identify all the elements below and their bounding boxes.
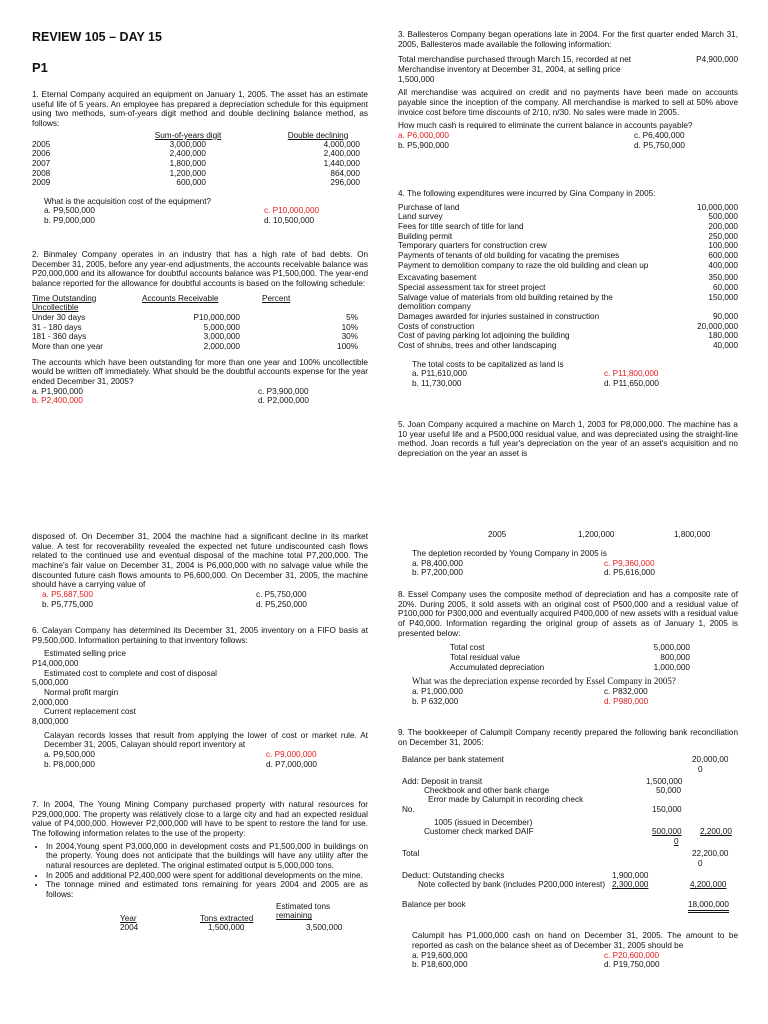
row-remaining: 3,500,000 xyxy=(306,922,343,932)
choice-c: c. P5,750,000 xyxy=(256,590,307,600)
choice-a: a. P5,687,500 xyxy=(42,590,93,600)
problem-2-question: The accounts which have been outstanding for more than one year and 100% uncollectible would be written off immediately. What should be the doubtful accounts expense for the year ended December 31, 2005? xyxy=(32,357,368,387)
list-item: Building permit 250,000 xyxy=(398,231,738,241)
purchases-label: Total merchandise purchased through March 15, recorded at net xyxy=(398,55,632,65)
problem-3-body: All merchandise was acquired on credit and no payments have been made on accounts payable since the inception of the company. All merchandise is marked to sell at 50% above invoice cost before time discounts of 2/10, n/30. No sales were made in 2005. xyxy=(398,88,738,117)
replacement-cost-value: 8,000,000 xyxy=(32,717,69,727)
choice-b: b. 11,730,000 xyxy=(412,379,462,389)
list-item: • The tonnage mined and estimated tons remaining for years 2004 and 2005 are as follows: xyxy=(46,880,368,899)
problem-3-question: How much cash is required to eliminate the current balance in accounts payable? xyxy=(398,121,693,131)
list-item: Temporary quarters for construction crew 100,000 xyxy=(398,241,738,251)
problem-7-question: The depletion recorded by Young Company in 2005 is xyxy=(412,549,607,558)
problem-3 xyxy=(398,30,738,150)
choice-b: b. P9,000,000 xyxy=(44,216,95,226)
expenditures-list xyxy=(398,203,738,351)
aging-table xyxy=(32,294,368,352)
outstanding-checks-label: Deduct: Outstanding checks xyxy=(402,871,505,881)
error-value: 150,000 xyxy=(652,805,682,815)
accum-dep-label: Accumulated depreciation xyxy=(450,662,545,672)
profit-margin-label: Normal profit margin xyxy=(44,688,119,698)
total-label: Total xyxy=(402,849,420,859)
choice-c: c. P6,400,000 xyxy=(634,131,685,141)
row-year: 2004 xyxy=(120,922,139,932)
problem-3-stem: 3. Ballesteros Company began operations late in 2004. For the first quarter ended March 31, 2005, Ballesteros made available the following information: xyxy=(398,30,738,49)
col-sum-of-years: Sum-of-years digit xyxy=(154,130,222,140)
choice-a: a. P8,400,000 xyxy=(412,558,463,568)
choice-d: d. P19,750,000 xyxy=(604,960,660,970)
col-remaining: remaining xyxy=(276,911,312,921)
choice-a: a. P1,000,000 xyxy=(412,686,463,696)
choice-b: b. P18,600,000 xyxy=(412,960,468,970)
problem-6-question: Calayan records losses that result from applying the lower of cost or market rule. At December 31, 2005, Calayan should report inventory at xyxy=(44,730,368,750)
choice-d: d. P11,650,000 xyxy=(604,379,659,389)
note-collected-label: Note collected by bank (includes P200,000 interest) xyxy=(418,880,606,890)
additions-total: 2,200,00 xyxy=(700,827,732,837)
deposit-transit-value: 1,500,000 xyxy=(646,777,683,787)
list-item: Damages awarded for injuries sustained in construction 90,000 xyxy=(398,312,738,322)
choice-d: d. P980,000 xyxy=(604,696,649,706)
balance-per-book-value: 18,000,000 xyxy=(688,900,729,913)
profit-margin-value: 2,000,000 xyxy=(32,697,69,707)
replacement-cost-label: Current replacement cost xyxy=(44,707,136,717)
choice-b: b. P2,400,000 xyxy=(32,396,83,406)
problem-7 xyxy=(32,800,368,938)
bank-reconciliation: Balance per bank statement 20,000,00 0 Add: Deposit in transit 1,500,000 Checkbook and other bank charge 50,000 Error made by Calumpit in recording check No. 150,000 1005 (issued in December) Customer check marked DAIF 500,000 2,200,00 0 Total 22,200,00 0 Deduct: Outstanding checks 1,900,000 Note collected by bank (includes P200,000 interest) 2,300,000 4,200,000 Balance per book 18,000,000 xyxy=(398,753,738,931)
table-row: 181 - 360 days 3,000,000 30% xyxy=(32,332,358,342)
page-title: REVIEW 105 – DAY 15 xyxy=(32,30,162,44)
balance-per-book-label: Balance per book xyxy=(402,900,466,910)
outstanding-checks-value: 1,900,000 xyxy=(612,871,649,881)
choice-b: b. P 632,000 xyxy=(412,696,459,706)
note-collected-value: 2,300,000 xyxy=(612,880,649,890)
list-item: Costs of construction 20,000,000 xyxy=(398,321,738,331)
error-label: Error made by Calumpit in recording check xyxy=(428,795,584,805)
col-uncollectible: Uncollectible xyxy=(32,303,79,313)
deductions-total: 4,200,000 xyxy=(690,880,727,890)
problem-5-body: disposed of. On December 31, 2004 the machine had a significant decline in its market value. A test for recoverability revealed the expected net future undiscounted cash flows related to the continued use and eventual disposal of the machine total P7,200,000. The machine's fair value on December 31, 2004 is P6,000,000 with no salvage value while the discounted future cash flows amounts to P6,600,000. On December 31, 2005, the machine should have a carrying value of xyxy=(32,532,368,590)
choice-c: c. P10,000,000 xyxy=(264,206,320,216)
choice-a: a. P6,000,000 xyxy=(398,131,449,141)
row-extracted: 1,500,000 xyxy=(208,922,245,932)
choice-a: a. P9,500,000 xyxy=(44,750,95,760)
choice-b: b. P5,775,000 xyxy=(42,599,93,609)
purchases-value: P4,900,000 xyxy=(696,55,738,65)
bank-charge-label: Checkbook and other bank charge xyxy=(424,786,550,796)
inventory-value: 1,500,000 xyxy=(398,74,435,84)
bank-charge-value: 50,000 xyxy=(656,786,682,796)
table-row: 2006 2,400,000 2,400,000 xyxy=(32,149,360,159)
problem-1 xyxy=(32,90,368,226)
problem-8 xyxy=(398,590,738,706)
tonnage-row-2005: 2005 1,200,000 1,800,000 xyxy=(488,530,711,539)
choice-a: a. P9,500,000 xyxy=(44,206,95,216)
choice-c: c. P11,800,000 xyxy=(604,369,659,379)
list-item: • In 2004,Young spent P3,000,000 in development costs and P1,500,000 in buildings on the property. Young does not anticipate that the buildings will have any utility after the natural resources are depleted. The original estimated output is 5,000,000 tons. xyxy=(46,842,368,871)
part-label: P1 xyxy=(32,60,48,75)
accum-dep-value: 1,000,000 xyxy=(653,662,690,672)
problem-4-stem: 4. The following expenditures were incurred by Gina Company in 2005: xyxy=(398,189,656,198)
col-time-outstanding: Time Outstanding xyxy=(32,293,97,303)
col-year: Year xyxy=(120,913,137,923)
choice-d: d. 10,500,000 xyxy=(264,216,315,226)
problem-9-stem: 9. The bookkeeper of Calumpit Company recently prepared the following bank reconciliation on December 31, 2005: xyxy=(398,728,738,747)
problem-7-continued xyxy=(398,530,738,578)
cost-to-complete-value: 5,000,000 xyxy=(32,678,69,688)
list-item: • In 2005 and additional P2,400,000 were spent for additional developments on the mine. xyxy=(46,871,368,881)
selling-price-value: P14,000,000 xyxy=(32,659,79,669)
daif-value: 500,000 xyxy=(652,827,682,837)
balance-per-bank-value: 20,000,00 xyxy=(692,755,729,765)
problem-4 xyxy=(398,189,738,389)
table-row: 2005 3,000,000 4,000,000 xyxy=(32,139,360,149)
problem-6 xyxy=(32,626,368,769)
choice-d: d. P5,616,000 xyxy=(604,568,655,578)
choice-c: c. P832,000 xyxy=(604,686,648,696)
page-bottom xyxy=(0,512,768,1024)
inventory-label: Merchandise inventory at December 31, 2004, at selling price xyxy=(398,65,621,75)
col-tons-extracted: Tons extracted xyxy=(200,913,254,923)
list-item: Salvage value of materials from old building retained by the demolition company 150,000 xyxy=(398,292,738,312)
choice-c: c. P9,000,000 xyxy=(266,750,317,760)
choice-d: d. P2,000,000 xyxy=(258,396,309,406)
tonnage-table xyxy=(32,902,368,938)
selling-price-label: Estimated selling price xyxy=(44,649,126,659)
list-item: Cost of shrubs, trees and other landscaping 40,000 xyxy=(398,341,738,351)
table-row: 2007 1,800,000 1,440,000 xyxy=(32,159,360,169)
choice-b: b. P5,900,000 xyxy=(398,140,449,150)
choice-b: b. P7,200,000 xyxy=(412,568,463,578)
list-item: Special assessment tax for street project 60,000 xyxy=(398,283,738,293)
list-item: Excavating basement 350,000 xyxy=(398,273,738,283)
problem-8-stem: 8. Essel Company uses the composite method of depreciation and has a composite rate of 20%. During 2005, it sold assets with an original cost of P500,000 and a residual value of P100,000 for P300,000 and eventually acquired P400,000 of new assets with a residual value of P40,000. Information regarding the original group of assets as of January 1, 2005 is presented below: xyxy=(398,590,738,638)
col-accounts-receivable: Accounts Receivable xyxy=(142,293,219,303)
choice-a: a. P19,600,000 xyxy=(412,950,468,960)
table-row: 2008 1,200,000 864,000 xyxy=(32,168,360,178)
choice-c: c. P9,360,000 xyxy=(604,558,655,568)
problem-1-question: What is the acquisition cost of the equipment? xyxy=(44,196,212,206)
choice-d: d. P7,000,000 xyxy=(266,759,317,769)
problem-8-question: What was the depreciation expense recorded by Essel Company in 2005? xyxy=(412,676,676,687)
list-item: Cost of paving parking lot adjoining the building 180,000 xyxy=(398,331,738,341)
choice-b: b. P8,000,000 xyxy=(44,759,95,769)
problem-2 xyxy=(32,250,368,406)
balance-per-bank-label: Balance per bank statement xyxy=(402,755,504,765)
table-row: 31 - 180 days 5,000,000 10% xyxy=(32,322,358,332)
problem-6-stem: 6. Calayan Company has determined its December 31, 2005 inventory on a FIFO basis at P9,500,000. Information pertaining to that inventory follows: xyxy=(32,626,368,645)
depreciation-table xyxy=(32,131,368,191)
list-item: Fees for title search of title for land 200,000 xyxy=(398,222,738,232)
table-row: Under 30 days P10,000,000 5% xyxy=(32,313,358,323)
col-percent: Percent xyxy=(262,293,291,303)
col-double-declining: Double declining xyxy=(287,130,349,140)
problem-1-stem: 1. Eternal Company acquired an equipment on January 1, 2005. The asset has an estimate useful life of 5 years. An employee has prepared a depreciation schedule for this equipment using two methods, sum-of-years digit method and double declining balance method, as follows: xyxy=(32,90,368,129)
choice-d: d. P5,250,000 xyxy=(256,599,307,609)
problem-5-continued xyxy=(32,532,368,609)
col-estimated-tons: Estimated tons xyxy=(276,901,331,911)
problem-7-bullets xyxy=(32,842,368,900)
list-item: Land survey 500,000 xyxy=(398,212,738,222)
choice-c: c. P3,900,000 xyxy=(258,386,309,396)
problem-7-stem: 7. In 2004, The Young Mining Company purchased property with natural resources for P29,000,000. The property was relatively close to a large city and had an expected residual value of P4,000,000. However P2,000,000 will have to be spent to restore the land for use. The following information relates to the use of the property: xyxy=(32,800,368,839)
problem-9-question: Calumpit has P1,000,000 cash on hand on December 31, 2005. The amount to be reported as cash on the balance sheet as of December 31, 2005 should be xyxy=(412,931,738,951)
problem-4-question: The total costs to be capitalized as land is xyxy=(412,359,564,369)
residual-value: 800,000 xyxy=(660,653,690,663)
deposit-transit-label: Add: Deposit in transit xyxy=(402,777,483,787)
choice-a: a. P11,610,000 xyxy=(412,369,467,379)
choice-c: c. P20,600,000 xyxy=(604,950,660,960)
total-cost-label: Total cost xyxy=(450,643,485,653)
total-cost-value: 5,000,000 xyxy=(653,643,690,653)
residual-label: Total residual value xyxy=(450,653,521,663)
list-item: Payment to demolition company to raze the old building and clean up 400,000 xyxy=(398,260,738,270)
problem-2-stem: 2. Binmaley Company operates in an industry that has a high rate of bad debts. On December 31, 2005, before any year-end adjustments, the accounts receivable balance was P20,000,000 and its allowance for doubtful accounts balance was P1,500,000. The year-end balance reported for the allowance for doubtful accounts is based on the following schedule: xyxy=(32,250,368,289)
problem-5-stem: 5. Joan Company acquired a machine on March 1, 2003 for P8,000,000. The machine has a 10 year useful life and a P500,000 residual value, and was depreciated using the straight-line method. Joan records a full year's depreciation on the year of an asset's acquisition and no depreciation on the year an asset is xyxy=(398,420,738,459)
cost-to-complete-label: Estimated cost to complete and cost of disposal xyxy=(44,668,217,678)
table-row: More than one year 2,000,000 100% xyxy=(32,342,358,352)
daif-label: Customer check marked DAIF xyxy=(424,827,534,837)
table-row: 2009 600,000 296,000 xyxy=(32,178,360,188)
asset-group-info xyxy=(398,643,690,672)
list-item: Payments of tenants of old building for vacating the premises 600,000 xyxy=(398,251,738,261)
problem-9 xyxy=(398,728,738,970)
choice-a: a. P1,900,000 xyxy=(32,386,83,396)
choice-d: d. P5,750,000 xyxy=(634,140,685,150)
total-value: 22,200,00 xyxy=(692,849,729,859)
list-item: Purchase of land 10,000,000 xyxy=(398,202,738,212)
